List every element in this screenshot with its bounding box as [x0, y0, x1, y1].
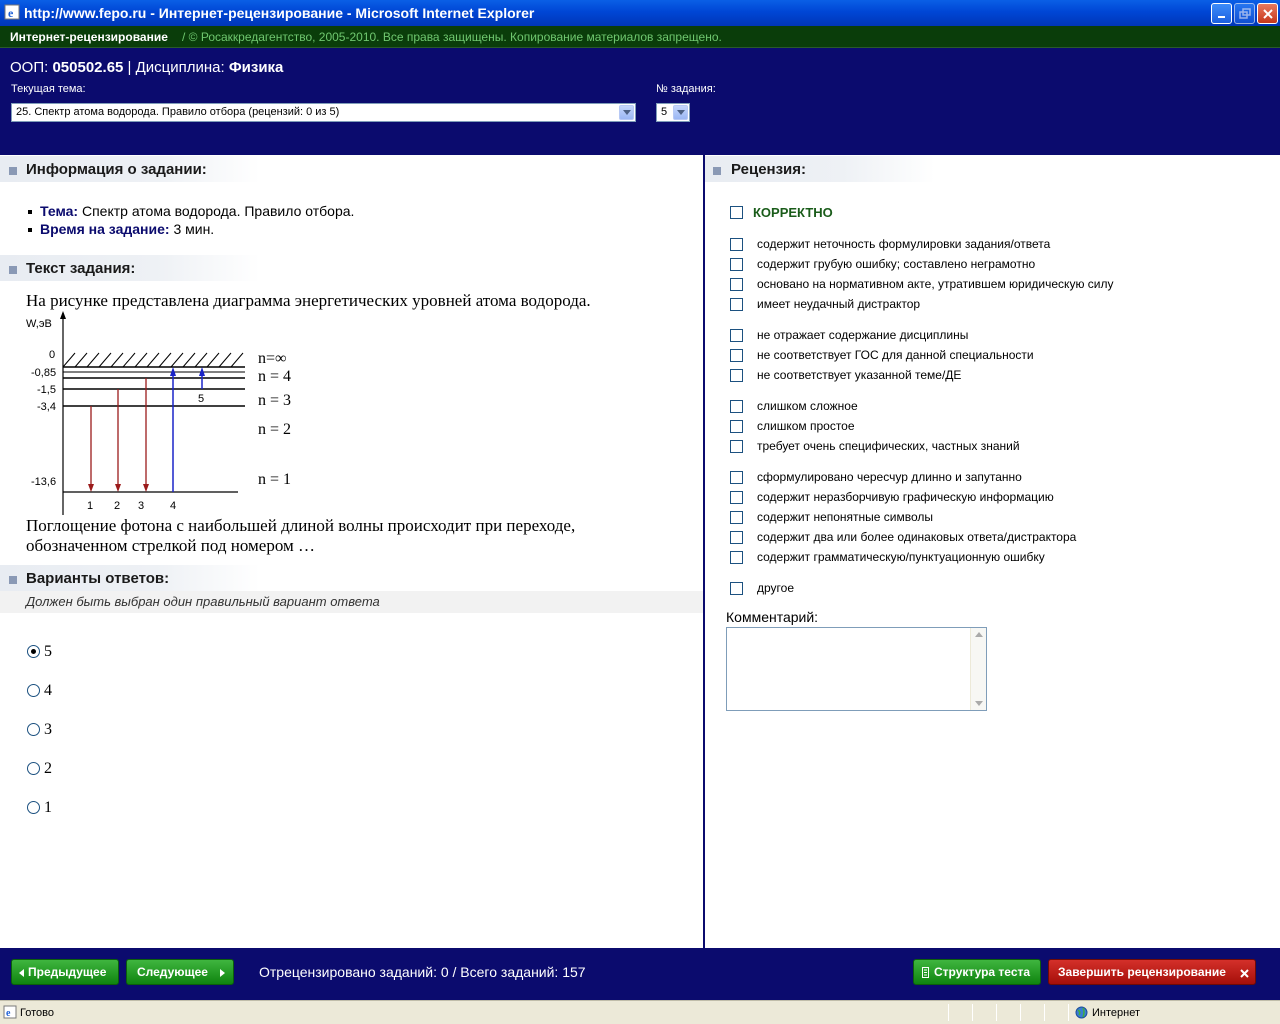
task-number-select[interactable] — [656, 103, 690, 122]
review-item-label: содержит неразборчивую графическую информацию — [757, 490, 1054, 504]
checkbox[interactable] — [730, 511, 743, 524]
status-separator — [1068, 1004, 1069, 1021]
level-label: n=∞ — [258, 350, 287, 367]
checkbox[interactable] — [730, 278, 743, 291]
review-section-header — [705, 156, 935, 182]
task-number-value: 5 — [661, 106, 668, 118]
close-icon — [1240, 969, 1249, 978]
answers-heading: Варианты ответов: — [26, 570, 170, 587]
info-topic-value: Спектр атома водорода. Правило отбора. — [81, 203, 355, 219]
review-item-label: содержит два или более одинаковых ответа/дистрактора — [757, 530, 1077, 544]
discipline-value: Физика — [228, 59, 284, 76]
bullet-square-icon — [713, 167, 721, 175]
app-strip — [0, 26, 1280, 48]
task-section-header — [0, 255, 260, 281]
arrow-left-icon — [19, 969, 24, 977]
topic-select-value: 25. Спектр атома водорода. Правило отбора (рецензий: 0 из 5) — [16, 106, 340, 118]
review-heading: Рецензия: — [731, 161, 807, 178]
checkbox[interactable] — [730, 369, 743, 382]
test-structure-label: Структура теста — [934, 965, 1031, 979]
review-item-label: содержит неточность формулировки задания/ответа — [757, 237, 1051, 251]
checkbox[interactable] — [730, 349, 743, 362]
review-correct-label: КОРРЕКТНО — [753, 205, 833, 220]
checkbox[interactable] — [730, 400, 743, 413]
task-number-label: № задания: — [656, 83, 716, 95]
status-separator — [972, 1004, 973, 1021]
answers-section-header — [0, 565, 260, 591]
status-text: Готово — [20, 1007, 54, 1019]
close-button[interactable] — [1257, 3, 1278, 24]
task-panel — [0, 155, 704, 948]
review-item-label: не отражает содержание дисциплины — [757, 328, 969, 342]
level-label: n = 4 — [258, 368, 292, 385]
arrow-number: 5 — [198, 393, 205, 405]
globe-icon — [1075, 1006, 1088, 1019]
checkbox[interactable] — [730, 440, 743, 453]
security-zone: Интернет — [1092, 1007, 1140, 1019]
answer-label: 2 — [44, 760, 52, 777]
energy-label: -3,4 — [37, 401, 56, 413]
finish-review-button[interactable] — [1048, 959, 1256, 985]
page-icon — [3, 1005, 17, 1019]
discipline-label: | Дисциплина: — [127, 59, 225, 76]
arrow-head-icon — [143, 484, 149, 492]
minimize-button[interactable] — [1211, 3, 1232, 24]
review-item-label: сформулировано чересчур длинно и запутанно — [757, 470, 1022, 484]
review-item-label: основано на нормативном акте, утратившем юридическую силу — [757, 277, 1114, 291]
status-separator — [948, 1004, 949, 1021]
y-axis-label: W,эВ — [26, 318, 52, 330]
footer-bar — [0, 948, 1280, 1000]
close-icon — [1262, 8, 1274, 20]
radio[interactable] — [27, 723, 40, 736]
scroll-down-icon[interactable] — [975, 701, 983, 706]
review-item-label: другое — [757, 581, 795, 595]
info-topic-key: Тема: — [40, 203, 79, 219]
svg-text:e: e — [8, 6, 14, 20]
status-bar — [0, 1000, 1280, 1024]
continuum-hatch — [63, 353, 243, 367]
review-item-label: слишком сложное — [757, 399, 858, 413]
answer-label: 5 — [44, 643, 52, 660]
arrow-number: 2 — [114, 500, 121, 512]
radio[interactable] — [27, 762, 40, 775]
info-topic — [26, 203, 354, 221]
task-question-line2: обозначенном стрелкой под номером … — [26, 536, 316, 555]
radio[interactable] — [27, 684, 40, 697]
info-time — [26, 221, 354, 239]
arrow-head-icon — [88, 484, 94, 492]
answer-label: 3 — [44, 721, 52, 738]
comment-scrollbar[interactable] — [970, 628, 986, 710]
checkbox[interactable] — [730, 471, 743, 484]
topic-label: Текущая тема: — [11, 83, 86, 95]
task-intro: На рисунке представлена диаграмма энергетических уровней атома водорода. — [26, 291, 591, 310]
checkbox[interactable] — [730, 491, 743, 504]
checkbox[interactable] — [730, 238, 743, 251]
checkbox[interactable] — [730, 329, 743, 342]
checkbox[interactable] — [730, 298, 743, 311]
status-separator — [1020, 1004, 1021, 1021]
y-axis-arrow-icon — [60, 311, 66, 319]
answers-hint-text: Должен быть выбран один правильный вариант ответа — [26, 594, 380, 609]
finish-review-label: Завершить рецензирование — [1058, 965, 1226, 979]
review-item-label: содержит грубую ошибку; составлено неграмотно — [757, 257, 1036, 271]
energy-label: -0,85 — [31, 367, 57, 379]
ie-icon — [4, 4, 20, 20]
checkbox[interactable] — [730, 551, 743, 564]
next-label: Следующее — [137, 965, 208, 979]
review-item-label: содержит грамматическую/пунктуационную ошибку — [757, 550, 1045, 564]
review-item-label: имеет неудачный дистрактор — [757, 297, 921, 311]
arrow-head-icon — [115, 484, 121, 492]
oop-label: ООП: — [10, 59, 49, 76]
previous-label: Предыдущее — [28, 965, 107, 979]
level-label: n = 2 — [258, 421, 292, 438]
info-time-key: Время на задание: — [40, 221, 170, 237]
next-button[interactable] — [126, 959, 234, 985]
list-icon — [922, 967, 929, 978]
status-separator — [996, 1004, 997, 1021]
test-structure-button[interactable] — [913, 959, 1041, 985]
checkbox[interactable] — [730, 531, 743, 544]
svg-text:e: e — [6, 1008, 11, 1019]
topic-select[interactable] — [11, 103, 636, 122]
scroll-up-icon[interactable] — [975, 632, 983, 637]
info-time-value: 3 мин. — [173, 221, 215, 237]
status-separator — [1044, 1004, 1045, 1021]
checkbox[interactable] — [730, 420, 743, 433]
bullet-square-icon — [9, 167, 17, 175]
review-item-label: не соответствует указанной теме/ДЕ — [757, 368, 962, 382]
arrow-right-icon — [220, 969, 225, 977]
review-progress: Отрецензировано заданий: 0 / Всего заданий: 157 — [259, 964, 586, 980]
comment-textarea[interactable] — [726, 627, 987, 711]
task-heading: Текст задания: — [26, 260, 136, 277]
review-panel — [705, 155, 1280, 948]
maximize-button[interactable] — [1234, 3, 1255, 24]
checkbox[interactable] — [730, 258, 743, 271]
bullet-square-icon — [9, 266, 17, 274]
energy-level-diagram — [20, 309, 320, 519]
task-question-line1: Поглощение фотона с наибольшей длиной волны происходит при переходе, — [26, 516, 576, 535]
previous-button[interactable] — [11, 959, 119, 985]
arrow-number: 4 — [170, 500, 177, 512]
review-item-label: слишком простое — [757, 419, 855, 433]
info-heading: Информация о задании: — [26, 161, 207, 178]
answers-hint — [0, 591, 703, 613]
arrow-number: 1 — [87, 500, 94, 512]
radio-selected[interactable] — [27, 645, 40, 658]
radio[interactable] — [27, 801, 40, 814]
answer-label: 1 — [44, 799, 52, 816]
window-title: http://www.fepo.ru - Интернет-рецензирование - Microsoft Internet Explorer — [24, 5, 535, 21]
info-list — [26, 203, 354, 239]
energy-label: -1,5 — [37, 384, 56, 396]
review-item-label: требует очень специфических, частных знаний — [757, 439, 1020, 453]
arrow-number: 3 — [138, 500, 145, 512]
checkbox[interactable] — [730, 582, 743, 595]
energy-label: -13,6 — [31, 476, 57, 488]
copyright-text: / © Росаккредагентство, 2005-2010. Все права защищены. Копирование материалов запрещено. — [182, 30, 722, 44]
bullet-square-icon — [9, 576, 17, 584]
app-name: Интернет-рецензирование — [10, 30, 168, 44]
info-section-header — [0, 156, 260, 182]
checkbox[interactable] — [730, 206, 743, 219]
window-titlebar — [0, 0, 1280, 26]
page-header — [0, 48, 1280, 155]
oop-value: 050502.65 — [52, 59, 124, 76]
level-label: n = 3 — [258, 392, 292, 409]
chevron-down-icon[interactable] — [673, 105, 688, 120]
energy-label: 0 — [49, 349, 56, 361]
oop-discipline-line — [10, 59, 283, 76]
minimize-icon — [1216, 8, 1228, 20]
review-item-label: содержит непонятные символы — [757, 510, 934, 524]
review-item-label: не соответствует ГОС для данной специальности — [757, 348, 1034, 362]
restore-icon — [1239, 8, 1251, 20]
comment-label: Комментарий: — [726, 609, 819, 625]
answer-label: 4 — [44, 682, 52, 699]
level-label: n = 1 — [258, 471, 292, 488]
chevron-down-icon[interactable] — [619, 105, 634, 120]
